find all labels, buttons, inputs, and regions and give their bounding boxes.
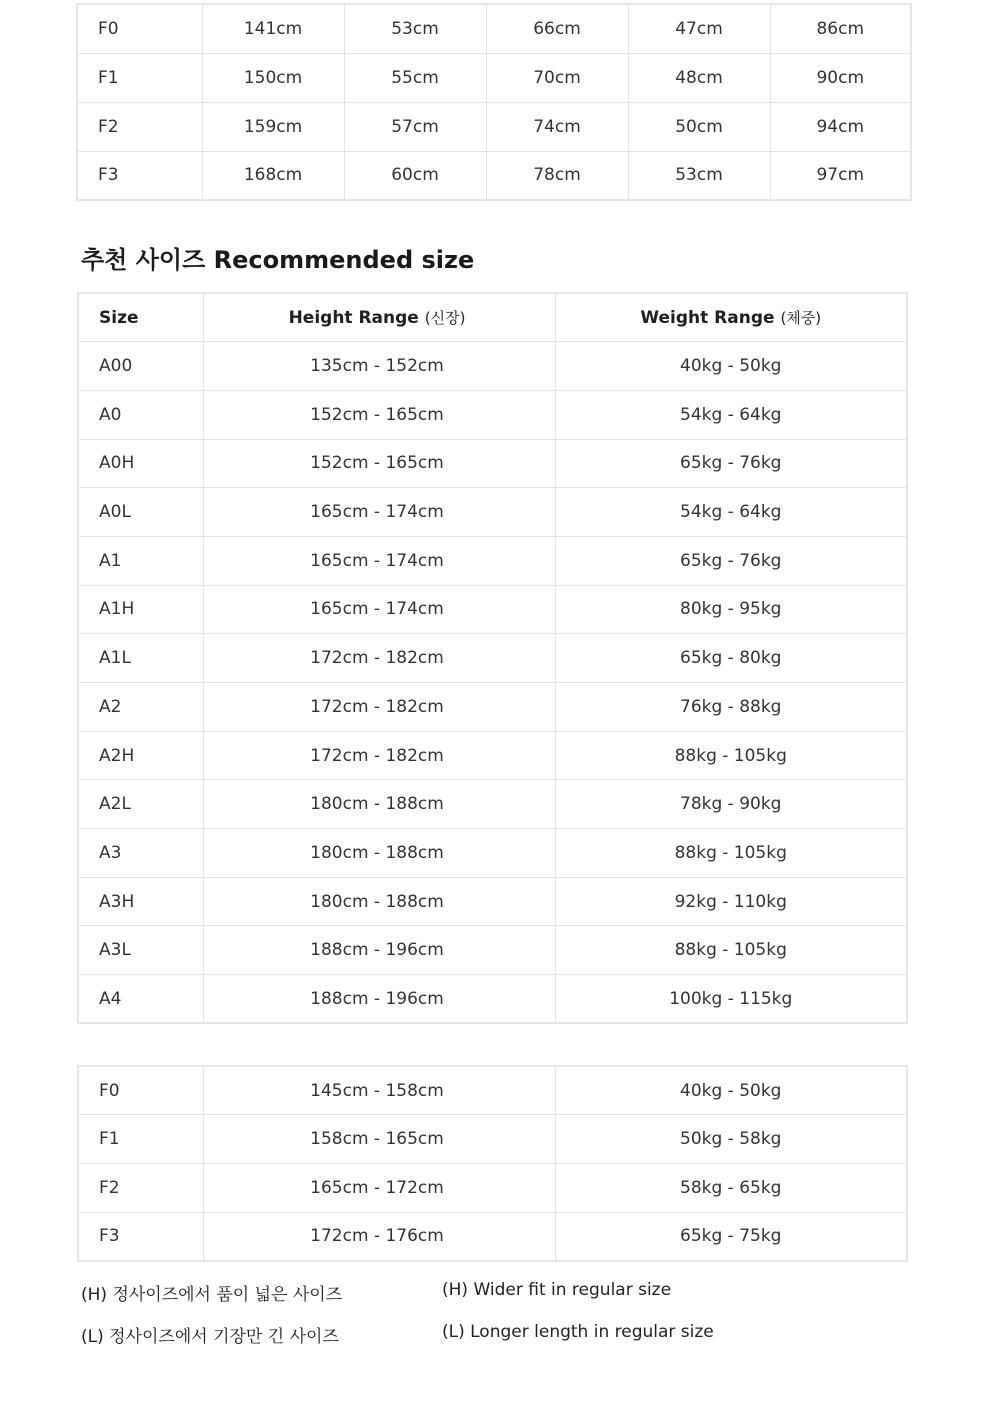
measurement-cell: 97cm xyxy=(770,151,911,200)
table-row xyxy=(78,1212,907,1261)
table-row xyxy=(78,926,907,975)
table-row xyxy=(78,390,907,439)
height-cell: 180cm - 188cm xyxy=(203,877,555,926)
height-cell: 152cm - 165cm xyxy=(203,390,555,439)
measurement-cell: 50cm xyxy=(628,102,770,151)
size-cell: A2H xyxy=(78,731,203,780)
height-cell: 135cm - 152cm xyxy=(203,342,555,391)
measurement-cell: 55cm xyxy=(344,53,486,102)
table-row xyxy=(78,1066,907,1115)
measurement-cell: 60cm xyxy=(344,151,486,200)
table-row xyxy=(77,53,911,102)
table-row xyxy=(77,151,911,200)
table-row xyxy=(78,731,907,780)
weight-cell: 65kg - 76kg xyxy=(555,536,907,585)
recommended-size-table-body xyxy=(78,293,907,1023)
table-row xyxy=(78,634,907,683)
height-cell: 172cm - 182cm xyxy=(203,634,555,683)
header-size: Size xyxy=(78,293,203,342)
height-cell: 172cm - 176cm xyxy=(203,1212,555,1261)
weight-cell: 65kg - 75kg xyxy=(555,1212,907,1261)
weight-cell: 65kg - 76kg xyxy=(555,439,907,488)
table-row xyxy=(78,439,907,488)
weight-cell: 76kg - 88kg xyxy=(555,683,907,732)
measurement-cell: 70cm xyxy=(486,53,628,102)
table-row xyxy=(78,1163,907,1212)
header-weight-label: Weight Range xyxy=(640,308,775,329)
size-cell: A1L xyxy=(78,634,203,683)
size-cell: F2 xyxy=(78,1163,203,1212)
weight-cell: 88kg - 105kg xyxy=(555,731,907,780)
measurement-cell: 86cm xyxy=(770,4,911,53)
note-h-english: (H) Wider fit in regular size xyxy=(442,1280,672,1300)
table-row xyxy=(78,342,907,391)
header-weight xyxy=(555,293,907,342)
height-cell: 165cm - 172cm xyxy=(203,1163,555,1212)
size-cell: F3 xyxy=(78,1212,203,1261)
f-series-size-table-body xyxy=(78,1066,907,1261)
measurement-cell: 141cm xyxy=(202,4,344,53)
height-cell: 152cm - 165cm xyxy=(203,439,555,488)
table-row xyxy=(78,877,907,926)
measurement-cell: 48cm xyxy=(628,53,770,102)
size-cell: A3H xyxy=(78,877,203,926)
weight-cell: 40kg - 50kg xyxy=(555,1066,907,1115)
weight-cell: 88kg - 105kg xyxy=(555,829,907,878)
height-cell: 165cm - 174cm xyxy=(203,488,555,537)
size-cell: A0H xyxy=(78,439,203,488)
weight-cell: 65kg - 80kg xyxy=(555,634,907,683)
size-cell: F2 xyxy=(77,102,202,151)
weight-cell: 92kg - 110kg xyxy=(555,877,907,926)
measurement-table xyxy=(76,3,912,201)
table-row xyxy=(78,585,907,634)
weight-cell: 80kg - 95kg xyxy=(555,585,907,634)
height-cell: 145cm - 158cm xyxy=(203,1066,555,1115)
weight-cell: 54kg - 64kg xyxy=(555,488,907,537)
table-header-row xyxy=(78,293,907,342)
table-row xyxy=(78,975,907,1024)
note-l-korean: (L) 정사이즈에서 기장만 긴 사이즈 xyxy=(81,1327,339,1347)
weight-cell: 50kg - 58kg xyxy=(555,1115,907,1164)
note-h-korean: (H) 정사이즈에서 품이 넓은 사이즈 xyxy=(81,1285,343,1305)
height-cell: 165cm - 174cm xyxy=(203,585,555,634)
size-cell: F0 xyxy=(77,4,202,53)
section-title: 추천 사이즈 Recommended size xyxy=(81,246,475,274)
header-height-kr: (신장) xyxy=(424,309,466,328)
size-cell: F0 xyxy=(78,1066,203,1115)
measurement-cell: 57cm xyxy=(344,102,486,151)
table-row xyxy=(77,4,911,53)
size-cell: F1 xyxy=(78,1115,203,1164)
height-cell: 172cm - 182cm xyxy=(203,683,555,732)
size-cell: F1 xyxy=(77,53,202,102)
size-cell: A2 xyxy=(78,683,203,732)
size-cell: A2L xyxy=(78,780,203,829)
measurement-table-body xyxy=(77,4,911,200)
weight-cell: 54kg - 64kg xyxy=(555,390,907,439)
table-row xyxy=(78,780,907,829)
size-cell: A1H xyxy=(78,585,203,634)
header-height-label: Height Range xyxy=(288,308,419,329)
table-row xyxy=(78,829,907,878)
height-cell: 180cm - 188cm xyxy=(203,780,555,829)
measurement-cell: 74cm xyxy=(486,102,628,151)
table-row xyxy=(78,488,907,537)
table-row xyxy=(78,536,907,585)
weight-cell: 78kg - 90kg xyxy=(555,780,907,829)
height-cell: 172cm - 182cm xyxy=(203,731,555,780)
size-cell: F3 xyxy=(77,151,202,200)
measurement-cell: 159cm xyxy=(202,102,344,151)
size-cell: A3L xyxy=(78,926,203,975)
height-cell: 188cm - 196cm xyxy=(203,975,555,1024)
recommended-size-table xyxy=(77,292,908,1024)
height-cell: 165cm - 174cm xyxy=(203,536,555,585)
size-cell: A0L xyxy=(78,488,203,537)
measurement-cell: 168cm xyxy=(202,151,344,200)
height-cell: 180cm - 188cm xyxy=(203,829,555,878)
table-row xyxy=(78,683,907,732)
size-cell: A3 xyxy=(78,829,203,878)
weight-cell: 58kg - 65kg xyxy=(555,1163,907,1212)
weight-cell: 88kg - 105kg xyxy=(555,926,907,975)
header-height xyxy=(203,293,555,342)
height-cell: 188cm - 196cm xyxy=(203,926,555,975)
size-cell: A4 xyxy=(78,975,203,1024)
measurement-cell: 53cm xyxy=(628,151,770,200)
measurement-cell: 90cm xyxy=(770,53,911,102)
header-weight-kr: (체중) xyxy=(780,309,822,328)
height-cell: 158cm - 165cm xyxy=(203,1115,555,1164)
weight-cell: 40kg - 50kg xyxy=(555,342,907,391)
measurement-cell: 53cm xyxy=(344,4,486,53)
size-cell: A1 xyxy=(78,536,203,585)
weight-cell: 100kg - 115kg xyxy=(555,975,907,1024)
measurement-cell: 78cm xyxy=(486,151,628,200)
table-row xyxy=(78,1115,907,1164)
f-series-size-table xyxy=(77,1065,908,1262)
measurement-cell: 94cm xyxy=(770,102,911,151)
measurement-cell: 150cm xyxy=(202,53,344,102)
table-row xyxy=(77,102,911,151)
measurement-cell: 66cm xyxy=(486,4,628,53)
size-cell: A0 xyxy=(78,390,203,439)
measurement-cell: 47cm xyxy=(628,4,770,53)
size-cell: A00 xyxy=(78,342,203,391)
note-l-english: (L) Longer length in regular size xyxy=(442,1322,714,1342)
